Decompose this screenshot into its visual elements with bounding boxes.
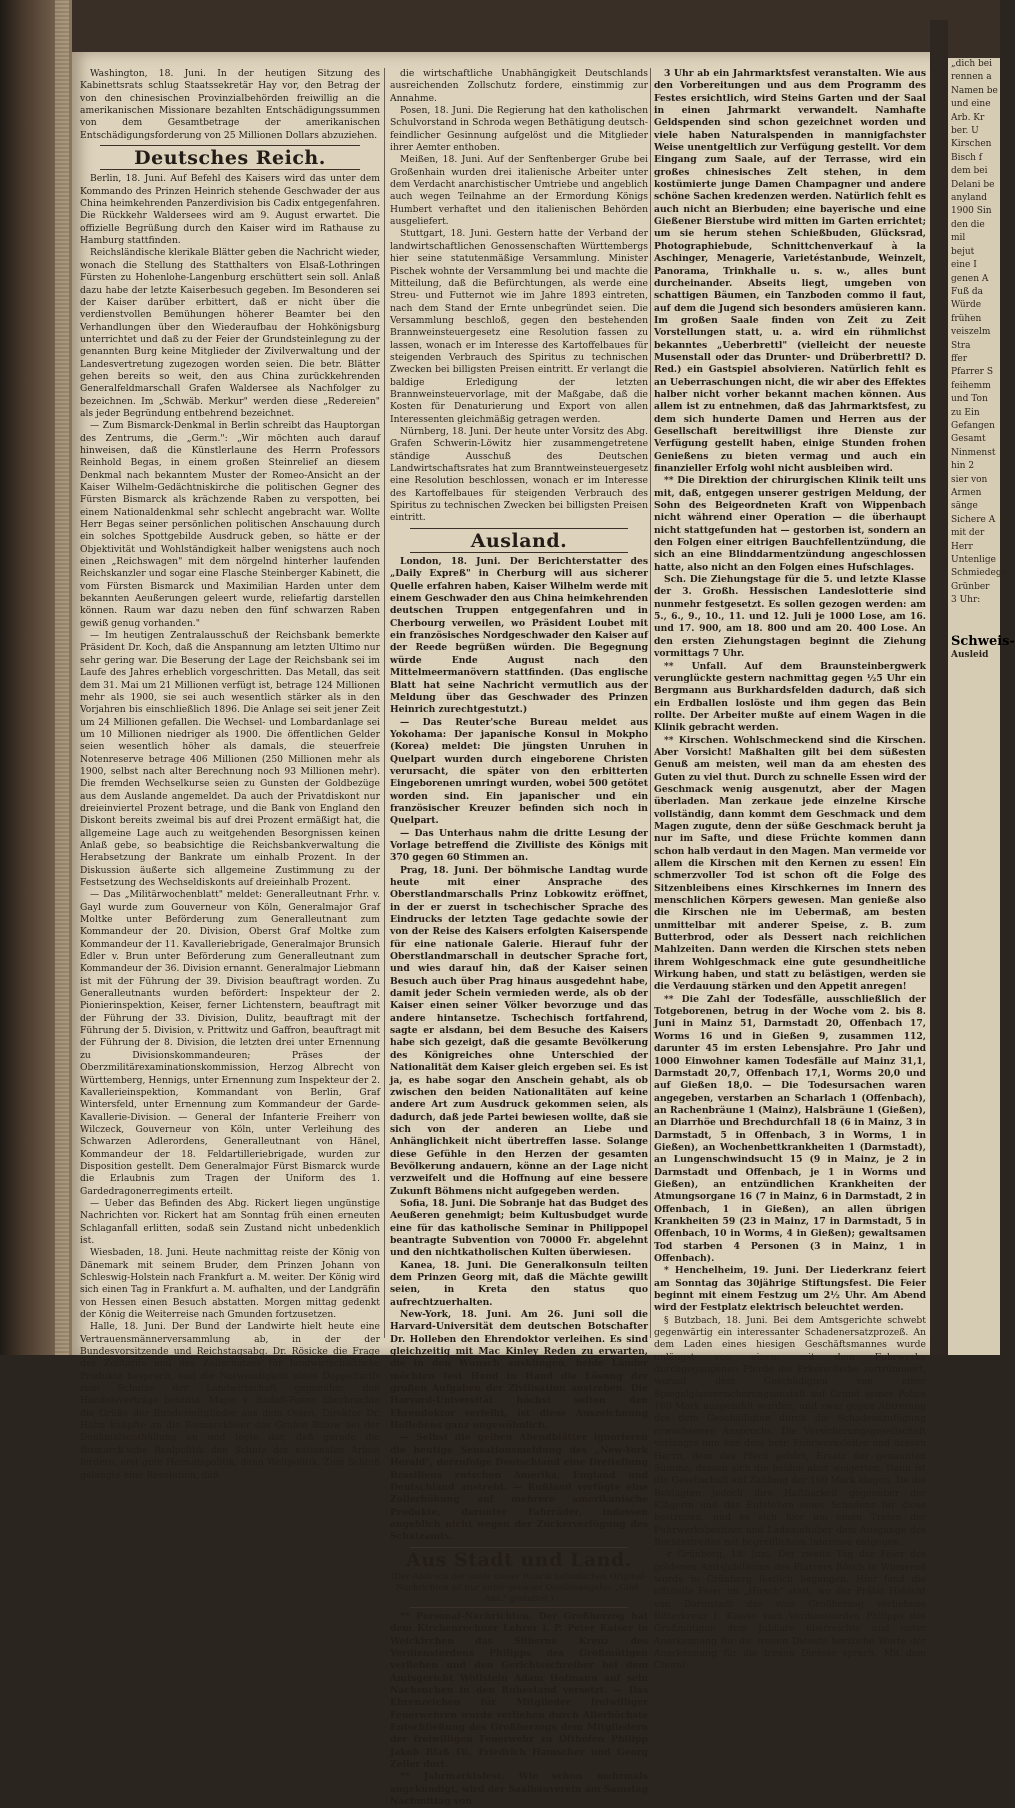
article-paragraph: New-York, 18. Juni. Am 26. Juni soll die Harvard-Universität dem deutschen Botschafter Dr. Holleben den Ehrendoktor verleihen. Es sind gleichzeitig mit Mac Kinley Reden zu erwarten, die in den Wunsch ausklingen, beide Länder möchten fest Hand in Hand die Lösung der großen Aufgaben der Zivilisation anstreben. Die Harvard-Universität höchst selten den Ehrendoktor verleiht, ist diese Auszeichnung Hollebens ganz ungewöhnlich. [390,1309,648,1432]
article-paragraph: — Ueber das Befinden des Abg. Rickert liegen ungünstige Nachrichten vor. Rickert hat am Sonntag früh einen erneuten Schlaganfall erlitten, sodaß sein Zustand nicht unbedenklich ist. [80,1197,380,1246]
article-paragraph: Berlin, 18. Juni. Auf Befehl des Kaisers wird das unter dem Kommando des Prinzen Heinrich stehende Geschwader der aus China heimkehrenden Panzerdivision bis Cadix entgegenfahren. Die Rückkehr Waldersees wird am 9. August erwartet. Die offizielle Begrüßung durch den Kaiser wird im Rathause zu Hamburg stattfinden. [80,173,380,247]
next-page-line: Armen [951,488,982,498]
section-note: (Der Abdruck der unter dieser Rubrik befindlichen Original-Nachrichten ist nur unter genauer Quellenangabe: „Gieß. Anz." gestattet.) [391,1570,647,1603]
next-page-fragment [948,58,1015,1355]
next-page-line: 3 Uhr: [951,595,981,606]
section-title-ausland: Ausland. [470,529,568,552]
section-rule [100,145,360,146]
next-page-line: Bisch f [951,152,983,163]
article-paragraph: Kanea, 18. Juni. Die Generalkonsuln teilten dem Prinzen Georg mit, daß die Mächte gewillt seien, in Kreta den status quo aufrechtzuerhalten. [390,1259,648,1308]
article-paragraph: ** Die Zahl der Todesfälle, ausschließlich der Totgeborenen, betrug in der Woche vom 2. bis 8. Juni in Mainz 51, Darmstadt 20, Offenbach 17, Worms 16 und in Gießen 9, zusammen 112, darunter 45 im ersten Lebensjahre. Pro Jahr und 1000 Einwohner kamen Todesfälle auf Mainz 31,1, Darmstadt 20,7, Offenbach 17,1, Worms 20,0 und auf Gießen 18,0. — Die Todesursachen waren angegeben, verstarben an Scharlach 1 (Offenbach), an Rachenbräune 1 (Mainz), Halsbräune 1 (Gießen), an Diarrhöe und Brechdurchfall 18 (6 in Mainz, 3 in Darmstadt, 5 in Offenbach, 3 in Worms, 1 in Gießen), an Wochenbettkrankheiten 1 (Darmstadt), an Lungenschwindsucht 15 (9 in Mainz, je 2 in Darmstadt und Offenbach, je 1 in Worms und Gießen), an entzündlichen Krankheiten der Atmungsorgane 16 (7 in Mainz, 6 in Darmstadt, 2 in Offenbach, 1 in Gießen), an allen übrigen Krankheiten 59 (23 in Mainz, 17 in Darmstadt, 5 in Offenbach, 10 in Worms, 4 in Gießen); gewaltsamen Tod starben 4 Personen (3 in Mainz, 1 in Offenbach). [654,993,926,1264]
next-page-line: Namen be [951,85,998,96]
next-page-line: Arb. Kr [951,112,985,123]
next-page-line: sänge [951,501,978,512]
next-page-line: Grünber [951,581,990,592]
article-paragraph: Meißen, 18. Juni. Auf der Senftenberger Grube bei Großenhain wurden drei italienische Arbeiter unter dem Verdacht anarchistischer Umtriebe und angeblich auch wegen Teilnahme an der Ermordung Königs Humbert verhaftet und den italienischen Behörden ausgeliefert. [390,154,648,228]
next-page-line: anyland [951,193,988,204]
next-page-line: ffer [951,353,968,364]
section-title-aus-stadt-und-land: Aus Stadt und Land. [406,1548,632,1571]
article-paragraph: — Zum Bismarck-Denkmal in Berlin schreibt das Hauptorgan des Zentrums, die „Germ.": „Wir möchten auch darauf hinweisen, daß die Künstlerlaune des Herrn Professors Reinhold Begas, in einem großen Steinrelief an diesem Denkmal nach bekanntem Muster der Romeo-Ansicht an der Kaiser Wilhelm-Gedächtniskirche die politischen Gegner des Fürsten Bismarck als krächzende Raben zu verspotten, bei einem Nationaldenkmal sehr schlecht angebracht war. Wollte Herr Begas seiner persönlichen politischen Anschauung durch ein solches Spottgebilde Ausdruck geben, so hätte er der Objektivität und Wohlständigkeit halber wenigstens auch noch einen „Reichswagen" mit dem nörgelnd hinterher laufenden Reichskanzler und sogar eine Flasche Steinberger Kabinett, die vom Fürsten Bismarck und Maximilian Harden unter dem bekannten Aeußerungen geleert wurde, reliefartig darstellen können. Raum war dazu neben den fünf schwarzen Raben gewiß genug vorhanden." [80,420,380,629]
next-page-line: Untenlige [951,555,996,566]
next-page-line: ber. U [951,126,979,137]
article-paragraph: Sch. Die Ziehungstage für die 5. und letzte Klasse der 3. Großh. Hessischen Landeslotterie sind nunmehr festgesetzt. Es sollen gezogen werden: am 5., 6., 9., 10., 11. und 12. Juli je 1000 Lose, am 16. und 17. 900, am 18. 800 und am 20. 400 Lose. An den ersten Ziehungstagen beginnt die Ziehung vormittags 7 Uhr. [654,574,926,660]
column-rule [384,68,385,1338]
next-page-line: eine I [951,260,977,271]
next-page-line: Sichere A [951,514,996,525]
article-paragraph: — Selbst die gelben Abendblätter ignorieren die heutige Sensationsmeldung des „New-York Herald", derzufolge Deutschland eine Dreiteilung Brasiliens zwischen Amerika, England und Deutschland anstrebt. — Rußland verfügte eine Zollerhöhung auf mehrere amerikanische Produkte, darunter Fahrräder, indessen angeblich nicht wegen der Zuckerverfügung des Schatzamts. [390,1432,648,1543]
article-paragraph: Reichsländische klerikale Blätter geben die Nachricht wieder, wonach die Stellung des Statthalters von Elsaß-Lothringen Fürsten zu Hohenlohe-Langenburg erschüttert sein soll. Anlaß dazu habe der letzte Kaiserbesuch gegeben. Im Besonderen sei der Kaiser darüber erbittert, daß er nicht über die verdienstvollen Bemühungen höherer Beamter bei den Verhandlungen über den Wiederaufbau der Hohkönigsburg unterrichtet und daß zu der Feier der Grundsteinlegung zu der genannten Burg keine Mitglieder der Zivilverwaltung und der Landesvertretung zugezogen worden seien. Die betr. Blätter gehen bereits so weit, den aus China zurückkehrenden Generalfeldmarschall Grafen Waldersee als Nachfolger zu bezeichnen. Im „Schwäb. Merkur" werden diese „Redereien" als jeder Begründung entbehrend bezeichnet. [80,247,380,419]
article-paragraph: Sofia, 18. Juni. Die Sobranje hat das Budget des Aeußeren genehmigt; beim Kultusbudget wurde eine für das katholische Seminar in Philippopel beantragte Subvention von 70000 Fr. abgelehnt und den nichtkatholischen Kulten überwiesen. [390,1197,648,1259]
next-page-line: mil [951,233,966,244]
article-paragraph: London, 18. Juni. Der Berichterstatter des „Daily Expreß" in Cherburg will aus sicherer Quelle erfahren haben, Kaiser Wilhelm werde mit einem Geschwader den aus China heimkehrenden deutschen Truppen entgegenfahren und in Cherbourg verweilen, wo Präsident Loubet mit ein französisches Nordgeschwader den Kaiser auf der Reede begrüßen würden. Die Begegnung würde Ende August nach den Mittelmeermanövern stattfinden. (Das englische Blatt hat seine Nachricht vermutlich aus der Meldung über das Geschwader des Prinzen Heinrich zurechtgestutzt.) [390,556,648,716]
next-page-subheading: Ausleid [951,649,989,660]
article-paragraph: — Das Unterhaus nahm die dritte Lesung der Vorlage betreffend die Zivilliste des Königs mit 370 gegen 60 Stimmen an. [390,827,648,864]
column-3 [654,68,926,1673]
next-page-line: bejut [951,246,975,257]
newspaper-page [72,52,940,1808]
next-page-line: frühen [951,313,982,324]
article-paragraph: die wirtschaftliche Unabhängigkeit Deutschlands ausreichenden Zollschutz fordere, einstimmig zur Annahme. [390,68,648,104]
article-paragraph: § Butzbach, 18. Juni. Bei dem Amtsgerichte schwebt gegenwärtig ein interessanter Schadenersatzprozeß. An dem Laden eines hiesigen Geschäftsmannes wurde unlängst von einem mit dem Fuhrwerke durchgegangenen Pferde die Erkerscheibe zertrümmert, worauf dem Geschädigten von einer Spiegelglasversicherungsanstalt auf Grund seiner Police 160 Mark ausgezahlt wurden, und zwar gegen Abtretung des dem Geschädigten durch die Schadenszufügung erwachsenen Anspruchs. Die Versicherungsgesellschaft verlangte nun von dem betr. Fuhrwerksleiter und dessen Herrn, dem das Pferd gehört, Ersatz der genannten Summe, dessen sich die beiden aber weigerten. Dann ist die Gesellschaft auf Zahlung der 160 Mark klagen. Da die Beklagten jedoch ihre Haftbarkeit gegenüber der Klägerin und das Entstehen eines Schadens für diese bestreiten, und es sich hier um einen Treten der Fuhrwerksbesitzer und Ladeninhaber dem Ausgange des Rechtsstreites mit begreiflichem Interesse entgegen. [654,1314,926,1548]
article-paragraph: — Im heutigen Zentralausschuß der Reichsbank bemerkte Präsident Dr. Koch, daß die Anspannung am letzten Ultimo nur sehr gering war. Die Beserung der Lage der Reichsbank sei im Laufe des Jahres erheblich vorgeschritten. Das Metall, das seit dem 31. Mai um 21 Millionen verfügt ist, betrage 124 Millionen mehr als 1900, sie sei auch wesentlich stärker als in den Vorjahren bis einschließlich 1896. Die Anlage sei seit jener Zeit um 24 Millionen gefallen. Die Wechsel- und Lombardanlage sei um 10 Millionen niedriger als 1900. Die öffentlichen Gelder seien wesentlich höher als damals, die steuerfreie Notenreserve betrage 406 Millionen (250 Millionen mehr als 1900, selbst nach alter Berechnung noch 93 Millionen mehr). Die fremden Wechselkurse seien zu Gunsten der Goldbezüge aus dem Auslande angemeldet. Da auch der Privatdiskont nur dreieinviertel Prozent betrage, und die Bank von England den Diskont bereits zweimal bis auf drei Prozent ermäßigt hat, die allgemeine Lage auch zu weitgehenden Besorgnissen keinen Anlaß gebe, so beabsichtige die Reichsbankverwaltung die Herabsetzung der Bankrate um einhalb Prozent. In der Diskussion äußerte sich allgemeine Zustimmung zu der Festsetzung des Wechseldiskonts auf dreieinhalb Prozent. [80,630,380,888]
article-paragraph: Stuttgart, 18. Juni. Gestern hatte der Verband der landwirtschaftlichen Genossenschaften Württembergs hier seine statutenmäßige Versammlung. Minister Pischek wohnte der Versammlung bei und machte die Mitteilung, daß die Befürchtungen, als werde eine Streu- und Futternot wie im Jahre 1893 eintreten, nach dem Stand der Ernte unbegründet seien. Die Versammlung beschloß, gegen den bestehenden Brannweinsteuergesetz eine Resolution fassen zu lassen, wonach er im Interesse des Kartoffelbaues für steigenden Verbrauch des Spiritus zu technischen Zwecken bei billigsten Preisen eintritt. Er verlangt die baldige Erledigung der letzten Brannweinsteuervorlage, mit der Maßgabe, daß die Kosten für Denaturierung und Export von allen Interessenten gleichmäßig getragen werden. [390,228,648,425]
section-rule [410,552,628,553]
next-page-line: feihemm [951,380,991,391]
article-paragraph: — Das „Militärwochenblatt" meldet: Generalleutnant Frhr. v. Gayl wurde zum Gouverneur von Köln, Generalmajor Graf Moltke unter Beförderung zum Generalleutnant zum Kommandeur der 20. Division, Oberst Graf Moltke zum Kommandeur der 11. Kavalleriebrigade, Generalmajor Brunsich Edler v. Brun unter Beförderung zum Generalleutnant zum Kommandeur der 36. Division ernannt. Generalmajor Liebmann ist mit der Führung der 39. Division beauftragt worden. Zu Generalleutnants wurden befördert: Inspekteur der 2. Pionierinspektion, Keiser, ferner Lichtenstern, beauftragt mit der Führung der 33. Division, Dulitz, beauftragt mit der Führung der 5. Division, v. Prittwitz und Gaffron, beauftragt mit der Führung der 8. Division, die letzten drei unter Ernennung zu Divisionskommandeuren; Präses der Oberzmilitärexaminationskommission, Herzog Albrecht von Württemberg, Hennigs, unter Ernennung zum Inspekteur der 2. Kavallerieinspektion, Kommandant von Berlin, Graf Wintersfeld, unter Ernennung zum Kommandeur der Garde-Kavallerie-Division. — General der Infanterie Freiherr von Wilczeck, Gouverneur von Köln, unter Verleihung des Schwarzen Adlerordens, Generalleutnant von Hänel, Kommandeur der 18. Feldartilleriebrigade, wurden zur Disposition gestellt. Dem Generalmajor Fürst Bismarck wurde die Erlaubnis zum Tragen der Uniform des 1. Gardedragonerregiments erteilt. [80,889,380,1197]
article-paragraph: Halle, 18. Juni. Der Bund der Landwirte hielt heute eine Vertrauensmännerversammlung ab, in der der Bundesvorsitzende und Reichstagsabg. Dr. Rösicke die Frage des Zolltarifs und des Zollschutzes für landwirtschaftliche Produkte besprach, und die Notwendigkeit eines Doppeltarifs zum Schutze der Landwirtschaft gegenüber den Handelsverträge betonte. Major v. Endell-Posen überbrachte die Grüße der Bundesmitglieder aus dem Osten. Direktor Dr. Hahn knüpfte an die Bismarckfeier des Grafen Bülow bei der Denkmalsenthüllung an und legte dar, daß gerade die Bismarck'sche Realpolitik den Schutz der nationalen Arbeit fordere, erst gute Heimatspolitik, dann Weltpolitik. Zum Schluß gelangte eine Resolution, daß [80,1321,380,1481]
next-page-line: Stra [951,340,971,351]
next-page-line: Pfarrer S [951,367,994,378]
next-page-line: rennen a [951,72,992,83]
next-page-line: Schmiedege [951,568,1007,579]
next-page-line: dem bei [951,166,988,177]
next-page-line: Ninmenst [951,447,996,458]
next-page-line: und Ton [951,394,988,405]
next-page-line: genen A [951,273,989,284]
article-paragraph: * Henchelheim, 19. Juni. Der Liederkranz feiert am Sonntag das 30jährige Stiftungsfest. Die Feier beginnt mit einem Festzug um 2½ Uhr. Am Abend wird der Festplatz elektrisch beleuchtet werden. [654,1265,926,1314]
next-page-line: sier von [951,474,988,485]
section-title-deutsches-reich: Deutsches Reich. [134,147,326,170]
next-page-heading: Schweis- [951,633,1015,649]
article-paragraph: ** Jahrmarktsfest. Wie schon mehrmals angekündigt, wird der Saalbauverein am Samstag Nachmittag von [390,1771,648,1808]
next-page-line: Würde [951,300,982,311]
section-rule [100,169,360,170]
next-page-line: Kirschen [951,139,992,150]
article-paragraph: Prag, 18. Juni. Der böhmische Landtag wurde heute mit einer Ansprache des Oberstlandmarschalls Prinz Lobkowitz eröffnet, in der er zuerst in tschechischer Sprache des Eindrucks der letzten Tage gedachte sowie der von der Reise des Kaisers erfolgten Kaiserspende für eine nationale Galerie. Hierauf fuhr der Oberstlandmarschall in deutscher Sprache fort, und wies darauf hin, daß der Kaiser seinen Besuch auch über Prag hinaus ausgedehnt habe, damit jeder Schein vermieden werde, als ob der Kaiser einen seiner Völker bevorzuge und das andere hintansetze. Tschechisch fortfahrend, sagte er alsdann, bei dem Besuche des Kaisers habe sich gezeigt, daß die gesamte Bevölkerung des Königreiches ohne Unterschied der Nationalität dem Kaiser gleich ergeben sei. Es ist ja, es habe sogar den Anschein gehabt, als ob zwischen den beiden Nationalitäten auf keine andere Art zum Ausdruck gekommen seien, als dadurch, daß jede Partei bewiesen wollte, daß sie sich von der anderen an Liebe und Anhänglichkeit nicht übertreffen lasse. Solange diese Gefühle in den Herzen der gesamten Bevölkerung andauern, könne an der Lage nicht verzweifelt und die Hoffnung auf eine bessere Zukunft Böhmens nicht aufgegeben werden. [390,864,648,1197]
next-page-line: zu Ein [951,407,980,418]
section-rule [410,1547,628,1548]
column-rule [650,68,651,1338]
article-paragraph: Nürnberg, 18. Juni. Der heute unter Vorsitz des Abg. Grafen Schwerin-Löwitz hier zusammengetretene ständige Ausschuß des Deutschen Landwirtschaftsrates hat zum Branntweinsteuergesetz eine Resolution beschlossen, wonach er im Interesse des Kartoffelbaues für steigenden Verbrauch des Spiritus zu technischen Zwecken bei billigsten Preisen eintritt. [390,425,648,524]
article-paragraph: ** Unfall. Auf dem Braunsteinbergwerk verunglückte gestern nachmittag gegen ½5 Uhr ein Bergmann aus Burkhardsfelden dadurch, daß sich ein Erdballen loslöste und ihm gegen das Bein rollte. Der Arbeiter mußte auf einem Wagen in die Klinik gebracht werden. [654,660,926,734]
article-paragraph: Posen, 18. Juni. Die Regierung hat den katholischen Schulvorstand in Schroda wegen Bethätigung deutsch-feindlicher Gesinnung aufgelöst und die Mitglieder ihrer Aemter enthoben. [390,105,648,154]
book-gutter [930,20,948,1355]
next-page-line: veiszelm [951,327,991,338]
next-page-line: den die [951,219,985,230]
column-1 [80,68,380,1482]
next-page-line: Gefangen [951,420,995,431]
next-page-line: mit der [951,528,985,539]
next-page-line: Herr [951,541,973,552]
next-page-line: „dich bei [951,59,992,69]
page-edges [55,0,69,1355]
article-paragraph: ** Personal-Nachrichten. Der Großherzog hat dem Kirchenrechner Lehrer i. P. Peter Kaiser in Weickirchen das Silberne Kreuz des Verdienstordens Philipps des Großmütigen verliehen und den Gerichtsschreiber bei dem Amtsgericht Wöllstein Adam Hofmann auf sein Nachsuchen in den Ruhestand versetzt. — Das Ehrenzeichen für Mitglieder freiwilliger Feuerwehren wurde verliehen durch Allerhöchste Entschließung des Großherzogs dem Mitgliedern der freiwilligen Feuerwehr zu Ofthofen Philipp Jakob Blaß IV., Friedrich Hamscher und Georg Zeller dort. [390,1610,648,1771]
next-page-line: Gesamt [951,434,986,445]
article-paragraph: -r Grünberg, 18. Juni. Der zweite Tag der Feier des goldenen Amtsjubiläums des Pfarrers Rösch in Winnerod wurde in Grünberg festlich begangen. Hier fand die offizielle Feier im „Hirsch" statt, wo der Prälat Habicht von Darmstadt das vom Großherzog verliehene Ritterkreuz I. Klasse vom Verdienstorden Philipps des Großmütigen dem Jubilare überreichte und unter Anerkennung für die treuen Dienste herzliche Worte der Anerkennung für die treuen Dienste sprach. Mit dem Choral [654,1549,926,1672]
article-paragraph: — Das Reuter'sche Bureau meldet aus Yokohama: Der japanische Konsul in Mokpho (Korea) meldet: Die jüngsten Unruhen in Quelpart wurden durch eingeborene Christen verursacht, die später von den erbitterten Eingeborenen umringt wurden, wobei 500 getötet worden sind. Ein japanischer und ein französischer Kreuzer befinden sich noch in Quelpart. [390,716,648,827]
next-page-line: und eine [951,99,991,110]
next-page-line: Delani be [951,179,995,190]
next-page-line: hin 2 [951,461,975,472]
article-paragraph: 3 Uhr ab ein Jahrmarktsfest veranstalten. Wie aus den Vorbereitungen und aus dem Programm des Festes ersichtlich, wird Steins Garten und der Saal in einen Jahrmarkt verwandelt. Namhafte Geldspenden sind schon gezeichnet worden und viele haben Naturalspenden in mannigfachster Weise unentgeltlich zur Verfügung gestellt. Vor dem Eingang zum Saale, auf der Terrasse, wird ein großes chinesisches Zelt stehen, in dem kostümierte junge Damen Champagner und andere schöne Sachen kredenzen werden. Natürlich fehlt es auch nicht an Bierbuden; eine bayerische und eine Gießener Bierstube wird mitten im Garten errichtet; um sie herum stehen Schießbuden, Glücksrad, Photographiebude, Schnittchenverkauf à la Aschinger, Menagerie, Varietéstanbude, Weinzelt, Panorama, Trinkhalle u. s. w., alles bunt durcheinander. Abseits liegt, umgeben von schattigen Bäumen, ein Tanzboden commo il faut, auf dem die Jugend sich besonders amüsieren kann. Im großen Saale finden von Zeit zu Zeit Vorstellungen statt, u. a. wird ein rühmlichst bekanntes „Ueberbrettl" (vielleicht der neueste Musenstall oder das Drunter- und Drüberbrettl? D. Red.) ein Gastspiel absolvieren. Natürlich fehlt es an Ueberraschungen nicht, die wir aber des Effektes halber nicht vorher bekannt machen können. Aus allem ist zu entnehmen, daß das Jahrmarktsfest, zu dem sich hunderte Damen und Herren aus der Gesellschaft bereitwilligst ihre Dienste zur Verfügung gestellt haben, einige Stunden frohen Genießens zu bieten vermag und auch ein finanzieller Erfolg wohl nicht ausbleiben wird. [654,68,926,474]
section-rule [410,1607,628,1608]
article-paragraph: Wiesbaden, 18. Juni. Heute nachmittag reiste der König von Dänemark mit seinem Bruder, dem Prinzen Johann von Schleswig-Holstein nach Frankfurt a. M. weiter. Der König wird sich einen Tag in Frankfurt a. M. aufhalten, und der Landgräfin von Hessen einen Besuch abstatten. Morgen mittag gedenkt der König die Weiterreise nach Gmunden fortzusetzen. [80,1247,380,1321]
section-rule [410,528,628,529]
article-paragraph: ** Die Direktion der chirurgischen Klinik teilt uns mit, daß, entgegen unserer gestrigen Meldung, der Sohn des Beigeordneten Kraft von Wippenbach nicht während einer Operation — die überhaupt nicht stattgefunden hat — gestorben ist, sondern an den Folgen einer eitrigen Bauchfellentzündung, die sich an eine Blinddarmentzündung angeschlossen hatte, also nicht an den Folgen eines Hufschlages. [654,475,926,573]
next-page-line: 1900 Sin [951,206,992,217]
article-paragraph: Washington, 18. Juni. In der heutigen Sitzung des Kabinettsrats schlug Staatssekretär Hay vor, den Betrag der von den chinesischen Provinzialbehörden freiwillig an die amerikanischen Missionare bezahlten Entschädigungssummen von dem Gesamtbetrage der amerikanischen Entschädigungsforderung von 25 Millionen Dollars abzuziehen. [80,68,380,141]
column-2 [390,68,648,1808]
next-page-line: Fuß da [951,286,984,297]
article-paragraph: ** Kirschen. Wohlschmeckend sind die Kirschen. Aber Vorsicht! Maßhalten gilt bei dem süßesten Genuß am meisten, weil man da am ehesten des Guten zu viel thut. Durch zu schnelle Essen wird der Geschmack wenig ausgenutzt, aber der Magen überladen. Man zerkaue jede einzelne Kirsche vollständig, dann kommt dem Geschmack und dem Magen zugute, denn der süße Geschmack beruht ja nur im Safte, und diese Früchte kommen dann schon halb verdaut in den Magen. Man vermeide vor allem die Kirschen mit den Kernen zu essen! Ein schmerzvoller Tod ist schon oft die Folge des Sitzenbleibens eines Kirschkernes im Innern des menschlichen Körpers gewesen. Man genieße also die Kirschen nie im Uebermaß, am besten unmittelbar mit anderer Speise, z. B. zum Butterbrod, oder als Dessert nach reichlichen Mahlzeiten. Dann werden die Kirschen stets neben ihrem Wohlgeschmack eine gute gesundheitliche Wirkung haben, und statt zu belästigen, werden sie die Verdauung stärken und den Appetit anregen! [654,734,926,993]
